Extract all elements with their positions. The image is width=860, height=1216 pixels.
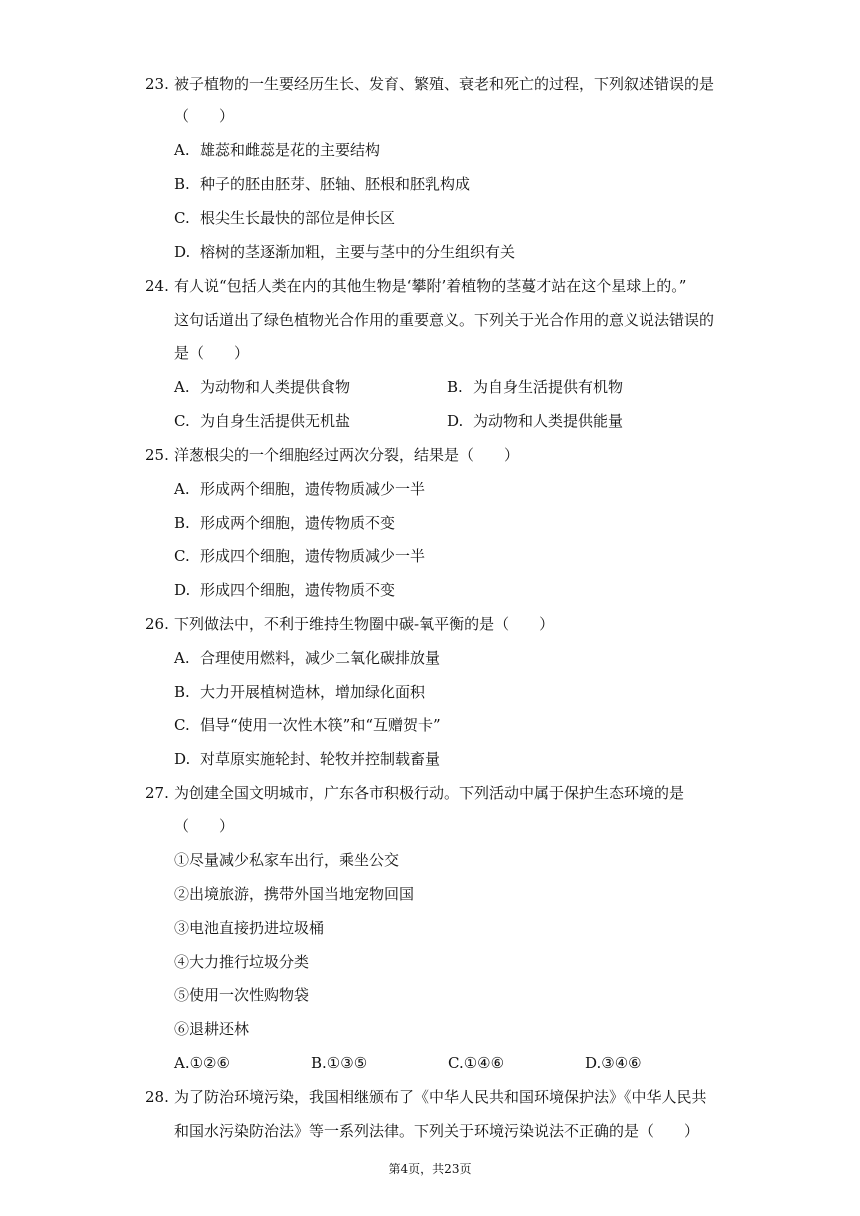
option-a (174, 1053, 311, 1073)
option-letter: A. (174, 649, 190, 667)
question-text: 下列做法中，不利于维持生物圈中碳-氧平衡的是（ ） (174, 615, 555, 633)
option-a (174, 479, 425, 499)
option-text: 为动物和人类提供食物 (200, 378, 351, 396)
option-c (174, 715, 441, 735)
option-text: 为动物和人类提供能量 (473, 412, 624, 430)
option-d (447, 411, 623, 431)
option-text: 榕树的茎逐渐加粗，主要与茎中的分生组织有关 (200, 243, 516, 261)
option-letter: B. (174, 683, 190, 701)
question-text: 被子植物的一生要经历生长、发育、繁殖、衰老和死亡的过程，下列叙述错误的是 (174, 75, 715, 93)
option-letter: D. (174, 581, 191, 599)
option-c (174, 546, 425, 566)
question-text: 洋葱根尖的一个细胞经过两次分裂，结果是（ ） (174, 446, 520, 464)
option-letter: D. (447, 412, 464, 430)
option-text: 为自身生活提供无机盐 (200, 412, 351, 430)
question-text: （ ） (174, 107, 235, 125)
option-a (174, 140, 380, 160)
question-number: 25. (145, 446, 169, 464)
option-text: ①②⑥ (189, 1054, 230, 1072)
question-number: 23. (145, 75, 169, 93)
statement-item: ②出境旅游，携带外国当地宠物回国 (174, 885, 415, 903)
inline-options (174, 1053, 694, 1073)
option-letter: D. (174, 750, 191, 768)
option-c (174, 208, 395, 228)
option-letter: A. (174, 141, 190, 159)
option-text: 形成四个细胞，遗传物质不变 (200, 581, 396, 599)
statement-item: ④大力推行垃圾分类 (174, 953, 310, 971)
question-text: （ ） (174, 817, 235, 835)
statement-item: ⑤使用一次性购物袋 (174, 986, 310, 1004)
option-text: ③④⑥ (601, 1054, 642, 1072)
option-a (174, 377, 350, 397)
question-number: 28. (145, 1088, 169, 1106)
option-b (174, 174, 470, 194)
option-text: 对草原实施轮封、轮牧并控制载畜量 (200, 750, 441, 768)
option-letter: D. (585, 1054, 602, 1072)
option-b (174, 682, 425, 702)
option-d (174, 580, 395, 600)
statement-item: ⑥退耕还林 (174, 1020, 250, 1038)
statement-item: ①尽量减少私家车出行，乘坐公交 (174, 851, 400, 869)
option-text: 雄蕊和雌蕊是花的主要结构 (200, 141, 381, 159)
option-text: 合理使用燃料，减少二氧化碳排放量 (200, 649, 441, 667)
option-text: 形成两个细胞，遗传物质不变 (200, 514, 396, 532)
option-text: 根尖生长最快的部位是伸长区 (200, 209, 396, 227)
option-text: 形成四个细胞，遗传物质减少一半 (200, 547, 426, 565)
option-letter: C. (174, 547, 190, 565)
question-number: 24. (145, 277, 169, 295)
option-letter: A. (174, 1054, 190, 1072)
option-d (174, 242, 515, 262)
option-b (447, 377, 623, 397)
option-d (585, 1053, 685, 1073)
option-letter: B. (311, 1054, 327, 1072)
option-letter: B. (447, 378, 463, 396)
statement-item: ③电池直接扔进垃圾桶 (174, 919, 325, 937)
option-text: ①③⑤ (326, 1054, 368, 1072)
option-letter: C. (174, 209, 190, 227)
option-b (174, 513, 395, 533)
option-text: 大力开展植树造林，增加绿化面积 (200, 683, 426, 701)
question-text: 这句话道出了绿色植物光合作用的重要意义。下列关于光合作用的意义说法错误的 (174, 311, 715, 329)
option-letter: C. (174, 716, 190, 734)
option-b (311, 1053, 448, 1073)
option-letter: C. (174, 412, 190, 430)
option-text: 种子的胚由胚芽、胚轴、胚根和胚乳构成 (200, 175, 471, 193)
option-text: 为自身生活提供有机物 (473, 378, 624, 396)
option-text: ①④⑥ (463, 1054, 505, 1072)
option-c (448, 1053, 585, 1073)
page-number: 第4页，共23页 (388, 1162, 472, 1176)
option-letter: A. (174, 378, 190, 396)
option-letter: C. (448, 1054, 464, 1072)
question-text: 为创建全国文明城市，广东各市积极行动。下列活动中属于保护生态环境的是 (174, 784, 685, 802)
question-number: 27. (145, 784, 169, 802)
option-c (174, 411, 350, 431)
option-letter: A. (174, 480, 190, 498)
option-text: 倡导“使用一次性木筷”和“互赠贺卡” (200, 716, 441, 734)
question-text: 和国水污染防治法》等一系列法律。下列关于环境污染说法不正确的是（ ） (174, 1122, 700, 1140)
option-a (174, 648, 440, 668)
option-letter: B. (174, 175, 190, 193)
option-letter: B. (174, 514, 190, 532)
question-text: 是（ ） (174, 344, 250, 362)
question-number: 26. (145, 615, 169, 633)
question-text: 有人说“包括人类在内的其他生物是‘攀附’着植物的茎蔓才站在这个星球上的。” (174, 277, 687, 295)
option-letter: D. (174, 243, 191, 261)
question-text: 为了防治环境污染，我国相继颁布了《中华人民共和国环境保护法》《中华人民共 (174, 1088, 707, 1106)
option-d (174, 749, 440, 769)
option-text: 形成两个细胞，遗传物质减少一半 (200, 480, 426, 498)
